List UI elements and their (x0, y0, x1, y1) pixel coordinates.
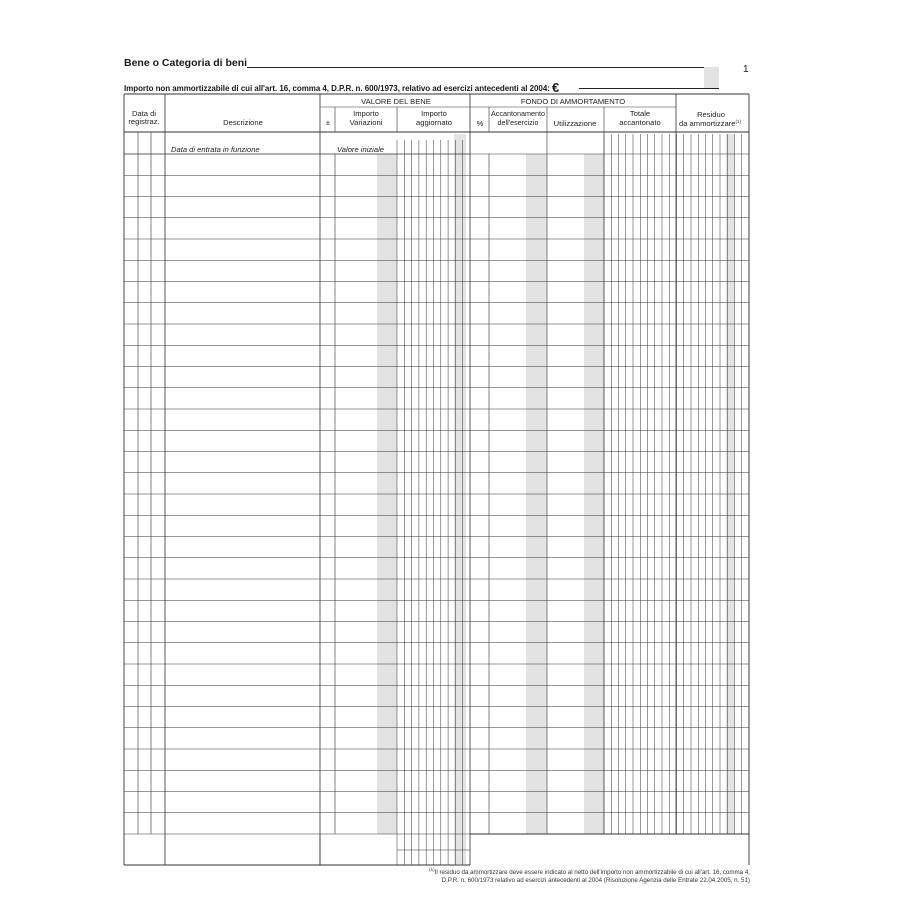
shaded-column-aggiornato (454, 134, 466, 864)
cell-date-row-6[interactable] (124, 260, 165, 281)
cell-descrizione-row-26[interactable] (165, 685, 320, 706)
col-header-totale-2: accantonato (619, 118, 661, 127)
column-headers (128, 97, 741, 128)
cell-descrizione-row-22[interactable] (165, 600, 320, 621)
cell-date-row-17[interactable] (124, 494, 165, 515)
cell-descrizione-row-5[interactable] (165, 239, 320, 260)
cell-date-row-22[interactable] (124, 600, 165, 621)
group-header-valore: VALORE DEL BENE (361, 97, 431, 106)
col-header-percent: % (476, 119, 484, 128)
cell-descrizione-row-4[interactable] (165, 218, 320, 239)
cell-descrizione-row-30[interactable] (165, 770, 320, 791)
cell-descrizione-row-32[interactable] (165, 813, 320, 834)
cell-descrizione-row-23[interactable] (165, 622, 320, 643)
cell-date-row-7[interactable] (124, 282, 165, 303)
first-row-hints (171, 145, 384, 154)
cell-date-row-13[interactable] (124, 409, 165, 430)
cell-descrizione-row-20[interactable] (165, 558, 320, 579)
cell-date-row-21[interactable] (124, 579, 165, 600)
grid-lines (124, 94, 749, 865)
col-header-importo-var-2: Variazioni (349, 118, 383, 127)
cell-descrizione-row-31[interactable] (165, 792, 320, 813)
cell-descrizione-row-24[interactable] (165, 643, 320, 664)
cell-descrizione-row-15[interactable] (165, 452, 320, 473)
cell-descrizione-row-9[interactable] (165, 324, 320, 345)
col-header-accantonamento-2: dell'esercizio (497, 118, 539, 127)
col-header-pm: ± (325, 118, 331, 127)
col-header-residuo-1: Residuo (697, 110, 725, 119)
cell-date-row-19[interactable] (124, 537, 165, 558)
cell-date-row-29[interactable] (124, 749, 165, 770)
residuo-label: da ammortizzare (678, 119, 736, 128)
cell-date-row-27[interactable] (124, 707, 165, 728)
col-header-utilizzazione: Utilizzazione (553, 119, 597, 128)
cell-date-row-23[interactable] (124, 622, 165, 643)
cell-date-row-24[interactable] (124, 643, 165, 664)
non-depreciable-text: Importo non ammortizzabile di cui all'art. 16, comma 4, D.P.R. n. 600/1973, relativo ad esercizi antecedenti al 2004: (124, 84, 550, 93)
residuo-footnote-ref: (1) (735, 119, 742, 124)
cell-date-row-10[interactable] (124, 345, 165, 366)
cell-date-row-32[interactable] (124, 813, 165, 834)
cell-descrizione-row-12[interactable] (165, 388, 320, 409)
cell-descrizione-row-2[interactable] (165, 175, 320, 196)
cell-date-row-9[interactable] (124, 324, 165, 345)
cell-date-row-20[interactable] (124, 558, 165, 579)
cell-descrizione-row-10[interactable] (165, 345, 320, 366)
footnote-marker: (1) (429, 867, 435, 872)
col-header-accantonamento-1: Accantonamento (491, 109, 545, 118)
cell-date-row-12[interactable] (124, 388, 165, 409)
col-header-importo-agg-1: Importo (421, 109, 447, 118)
cell-descrizione-row-8[interactable] (165, 303, 320, 324)
cell-descrizione-row-6[interactable] (165, 260, 320, 281)
col-header-importo-agg-2: aggiornato (416, 118, 452, 127)
cell-date-row-26[interactable] (124, 685, 165, 706)
cell-descrizione-row-27[interactable] (165, 707, 320, 728)
cell-descrizione-row-16[interactable] (165, 473, 320, 494)
cell-date-row-25[interactable] (124, 664, 165, 685)
cell-date-row-3[interactable] (124, 197, 165, 218)
cell-descrizione-row-18[interactable] (165, 515, 320, 536)
cell-descrizione-row-3[interactable] (165, 197, 320, 218)
footnote-text-2: D.P.R. n. 600/1973 relativo ad esercizi antecedenti al 2004 (Risoluzione Agenzia delle Entrate 22.04.2005, n. 51) (441, 877, 750, 885)
cell-date-row-11[interactable] (124, 367, 165, 388)
col-header-descrizione: Descrizione (223, 118, 263, 127)
cell-descrizione-row-11[interactable] (165, 367, 320, 388)
cell-descrizione-row-21[interactable] (165, 579, 320, 600)
cell-date-row-5[interactable] (124, 239, 165, 260)
col-header-residuo-2 (679, 119, 742, 128)
cell-date-row-1[interactable] (124, 154, 165, 175)
col-header-data-1: Data di (131, 109, 157, 118)
footnote-text-1: Il residuo da ammortizzare deve essere indicato al netto dell'importo non ammortizzabile di cui all'art. 16, comma 4, (434, 869, 750, 877)
cell-descrizione-row-25[interactable] (165, 664, 320, 685)
col-header-data-2: registraz. (128, 117, 160, 126)
cell-descrizione-row-17[interactable] (165, 494, 320, 515)
cell-date-row-30[interactable] (124, 770, 165, 791)
shaded-columns (377, 134, 734, 864)
cell-descrizione-row-1[interactable] (165, 154, 320, 175)
hint-valore-iniziale: Valore iniziale (337, 145, 384, 154)
hint-data-entrata: Data di entrata in funzione (171, 145, 260, 154)
cell-descrizione-row-19[interactable] (165, 537, 320, 558)
cell-date-row-15[interactable] (124, 452, 165, 473)
footnote-line-1 (348, 866, 750, 877)
cell-date-row-16[interactable] (124, 473, 165, 494)
cell-date-row-4[interactable] (124, 218, 165, 239)
cell-date-row-14[interactable] (124, 430, 165, 451)
cell-date-row-18[interactable] (124, 515, 165, 536)
cell-date-row-2[interactable] (124, 175, 165, 196)
cell-descrizione-row-14[interactable] (165, 430, 320, 451)
cell-date-row-8[interactable] (124, 303, 165, 324)
cell-date-row-28[interactable] (124, 728, 165, 749)
euro-symbol: € (552, 80, 560, 95)
group-header-fondo: FONDO DI AMMORTAMENTO (520, 97, 626, 106)
category-title: Bene o Categoria di beni (124, 57, 248, 69)
col-header-importo-var-1: Importo (353, 109, 379, 118)
cell-descrizione-row-28[interactable] (165, 728, 320, 749)
cell-descrizione-row-7[interactable] (165, 282, 320, 303)
footnote (348, 866, 750, 885)
cell-descrizione-row-13[interactable] (165, 409, 320, 430)
page-number: 1 (743, 64, 749, 75)
cell-date-row-31[interactable] (124, 792, 165, 813)
col-header-totale-1: Totale (629, 109, 651, 118)
cell-descrizione-row-29[interactable] (165, 749, 320, 770)
